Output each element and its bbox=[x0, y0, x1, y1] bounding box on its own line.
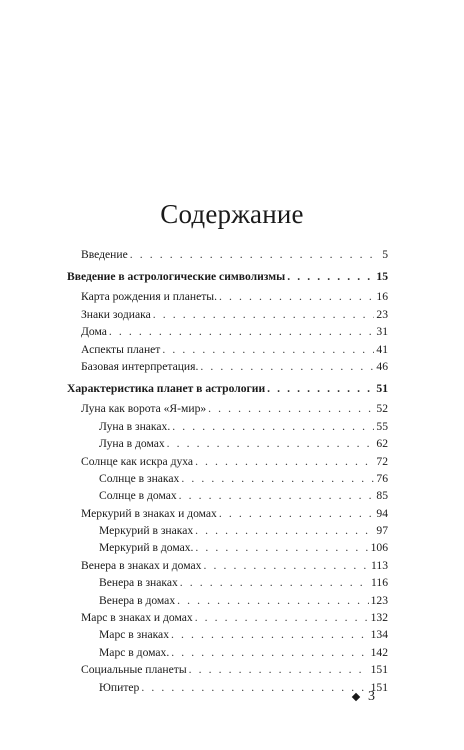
dot-leader bbox=[181, 470, 374, 487]
toc-page-number: 106 bbox=[370, 541, 388, 555]
dot-leader bbox=[171, 644, 368, 661]
toc-page-number: 31 bbox=[376, 325, 388, 339]
dot-leader bbox=[141, 679, 368, 696]
dot-leader bbox=[109, 323, 375, 340]
dot-leader bbox=[208, 400, 374, 417]
toc-entry bbox=[67, 323, 388, 340]
dot-leader bbox=[195, 522, 374, 539]
toc-entry-title: Луна в домах bbox=[99, 437, 165, 451]
toc-entry bbox=[67, 592, 388, 609]
dot-leader bbox=[189, 661, 369, 678]
toc-entry bbox=[67, 487, 388, 504]
toc-page-number: 72 bbox=[376, 454, 388, 468]
toc-entry-title: Базовая интерпретация. bbox=[81, 359, 199, 373]
dot-leader bbox=[287, 268, 374, 285]
toc-entry-title: Характеристика планет в астрологии bbox=[67, 382, 266, 396]
toc-entry-title: Венера в знаках bbox=[99, 576, 178, 590]
dot-leader bbox=[200, 358, 374, 375]
toc-entry-title: Меркурий в знаках bbox=[99, 524, 194, 538]
toc-entry bbox=[67, 522, 388, 539]
dot-leader bbox=[195, 539, 368, 556]
toc-entry-title: Марс в знаках и домах bbox=[81, 611, 193, 625]
toc-page-number: 116 bbox=[371, 576, 388, 590]
toc-entry bbox=[67, 400, 388, 417]
dot-leader bbox=[172, 418, 374, 435]
toc-entry-title: Социальные планеты bbox=[81, 663, 187, 677]
dot-leader bbox=[153, 306, 375, 323]
toc-page-number: 97 bbox=[376, 524, 388, 538]
toc-page-number: 134 bbox=[370, 628, 388, 642]
toc-entry bbox=[67, 358, 388, 375]
toc-entry-title: Луна как ворота «Я-мир» bbox=[81, 402, 207, 416]
toc-page-number: 55 bbox=[376, 419, 388, 433]
toc-entry bbox=[67, 341, 388, 358]
toc-page-number: 142 bbox=[370, 645, 388, 659]
toc-page-number: 85 bbox=[376, 489, 388, 503]
toc-entry bbox=[67, 505, 388, 522]
toc-entry bbox=[67, 435, 388, 452]
toc-chapter bbox=[67, 377, 388, 400]
toc-page-number: 16 bbox=[376, 290, 388, 304]
toc-entry-title: Введение в астрологические символизмы bbox=[67, 270, 286, 284]
toc-page-number: 23 bbox=[376, 307, 388, 321]
toc-entry-title: Знаки зодиака bbox=[81, 307, 151, 321]
toc-page-number: 46 bbox=[376, 359, 388, 373]
toc-page-number: 123 bbox=[370, 593, 388, 607]
toc-page-number: 151 bbox=[370, 680, 388, 694]
toc-entry-title: Марс в домах. bbox=[99, 645, 170, 659]
toc-entry bbox=[67, 609, 388, 626]
toc-entry bbox=[67, 306, 388, 323]
dot-leader bbox=[267, 380, 374, 397]
dot-leader bbox=[219, 288, 374, 305]
toc-page-number: 15 bbox=[376, 270, 388, 284]
toc-entry bbox=[67, 661, 388, 678]
toc-entry bbox=[67, 644, 388, 661]
toc-entry-title: Карта рождения и планеты. bbox=[81, 290, 217, 304]
dot-leader bbox=[167, 435, 375, 452]
dot-leader bbox=[203, 557, 369, 574]
toc-entry-title: Введение bbox=[81, 248, 128, 261]
toc-entry bbox=[67, 246, 388, 263]
toc-chapter bbox=[67, 265, 388, 288]
toc-entry bbox=[67, 539, 388, 556]
toc-page-number: 62 bbox=[376, 437, 388, 451]
dot-leader bbox=[179, 487, 375, 504]
page-title: Содержание bbox=[160, 199, 304, 229]
toc-entry-title: Солнце как искра духа bbox=[81, 454, 194, 468]
dot-leader bbox=[171, 626, 369, 643]
toc-entry-title: Дома bbox=[81, 325, 107, 339]
dot-leader bbox=[130, 246, 380, 263]
toc-entry-title: Юпитер bbox=[99, 680, 140, 694]
page-footer bbox=[353, 689, 375, 705]
toc-page-number: 41 bbox=[376, 342, 388, 356]
toc-page-number: 5 bbox=[382, 248, 388, 261]
toc-entry-title: Марс в знаках bbox=[99, 628, 169, 642]
toc-page-number: 113 bbox=[371, 558, 388, 572]
dot-leader bbox=[162, 341, 374, 358]
toc-entry-title: Меркурий в знаках и домах bbox=[81, 506, 217, 520]
diamond-icon bbox=[352, 693, 360, 701]
toc-page-number: 76 bbox=[376, 471, 388, 485]
toc-page-number: 51 bbox=[376, 382, 388, 396]
toc-page-number: 151 bbox=[370, 663, 388, 677]
toc-entry bbox=[67, 470, 388, 487]
toc-entry bbox=[67, 626, 388, 643]
toc-entry-title: Солнце в домах bbox=[99, 489, 177, 503]
dot-leader bbox=[219, 505, 375, 522]
toc-entry-title: Луна в знаках. bbox=[99, 419, 171, 433]
toc-page-number: 94 bbox=[376, 506, 388, 520]
toc-entry bbox=[67, 557, 388, 574]
toc-entry-title: Венера в знаках и домах bbox=[81, 558, 202, 572]
toc-entry-title: Венера в домах bbox=[99, 593, 176, 607]
toc-entry bbox=[67, 574, 388, 591]
dot-leader bbox=[195, 453, 374, 470]
toc-entry-title: Солнце в знаках bbox=[99, 471, 180, 485]
page-number: 3 bbox=[368, 689, 375, 704]
toc-entry-title: Меркурий в домах. bbox=[99, 541, 194, 555]
toc-page-number: 132 bbox=[370, 611, 388, 625]
table-of-contents bbox=[67, 246, 388, 696]
toc-entry bbox=[67, 418, 388, 435]
dot-leader bbox=[177, 592, 368, 609]
toc-entry-title: Аспекты планет bbox=[81, 342, 161, 356]
toc-entry bbox=[67, 288, 388, 305]
dot-leader bbox=[195, 609, 369, 626]
toc-entry bbox=[67, 679, 388, 696]
toc-entry bbox=[67, 453, 388, 470]
toc-page-number: 52 bbox=[376, 402, 388, 416]
dot-leader bbox=[180, 574, 369, 591]
